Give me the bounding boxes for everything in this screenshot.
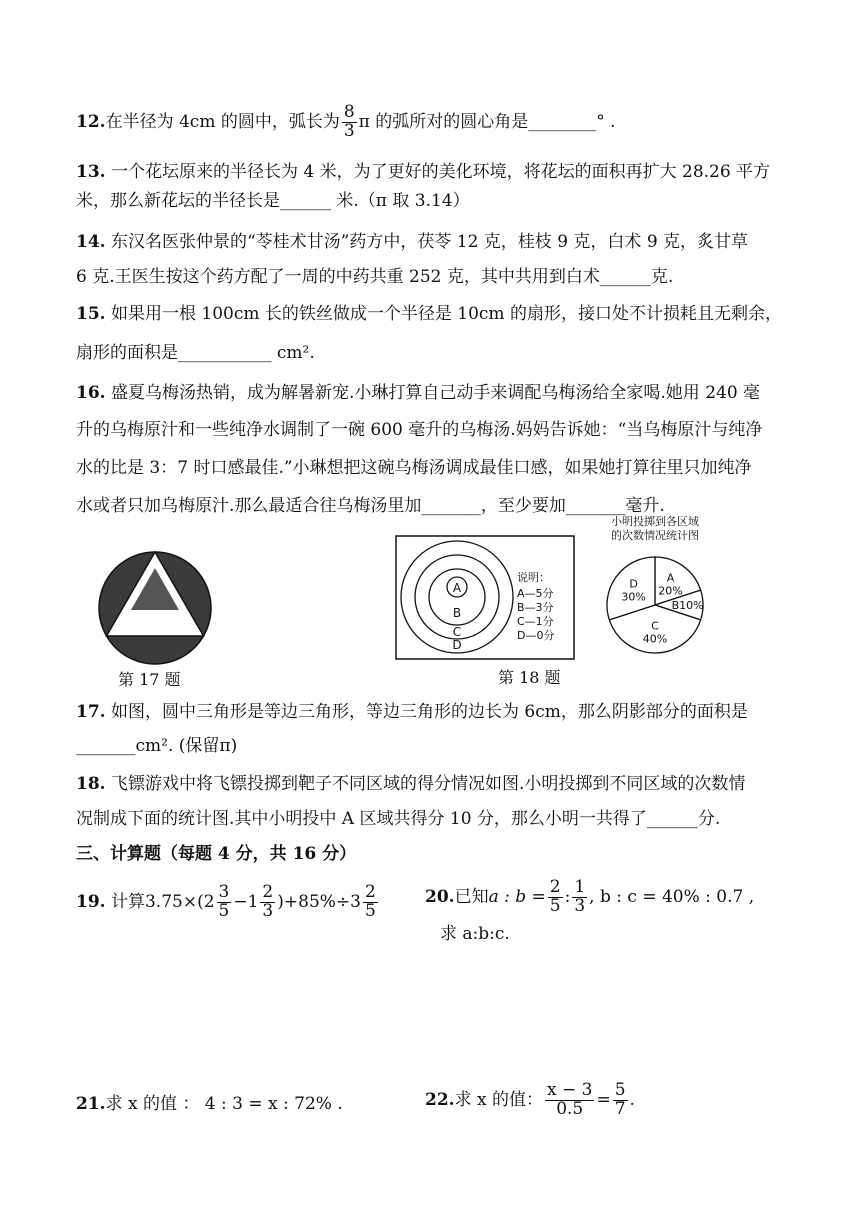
question-text: 一个花坛原来的半径长为 4 米，为了更好的美化环境，将花坛的面积再扩大 28.26 平方	[110, 162, 771, 182]
fraction	[260, 884, 275, 921]
numerator: 2	[549, 877, 561, 898]
denominator: 5	[364, 901, 376, 921]
question-text: 扇形的面积是___________ cm².	[76, 343, 315, 363]
question-number: 16.	[76, 383, 106, 403]
fraction	[548, 879, 563, 916]
denominator: 3	[574, 896, 586, 916]
numerator: x − 3	[546, 1080, 593, 1101]
pie-value-label: 20%	[658, 584, 683, 598]
fraction	[217, 884, 232, 921]
denominator: 7	[614, 1099, 626, 1119]
question-18	[76, 772, 745, 796]
question-17-cont	[76, 734, 237, 758]
question-17	[76, 700, 748, 724]
question-13-cont	[76, 189, 470, 213]
question-text: 如图，圆中三角形是等边三角形，等边三角形的边长为 6cm，那么阴影部分的面积是	[110, 702, 748, 722]
question-text: 水的比是 3：7 时口感最佳.”小琳想把这碗乌梅汤调成最佳口感，如果她打算往里只加纯净	[76, 458, 752, 478]
question-15-cont	[76, 341, 315, 365]
question-number: 12.	[76, 111, 106, 132]
question-14-cont	[76, 265, 673, 289]
question-text: π 的弧所对的圆心角是	[358, 111, 529, 132]
question-text: 升的乌梅原汁和一些纯净水调制了一碗 600 毫升的乌梅汤.妈妈告诉她：“当乌梅原汁与纯净	[76, 420, 763, 440]
numerator: 3	[218, 882, 230, 903]
pie-chart	[588, 513, 723, 658]
fraction	[572, 879, 587, 916]
legend-d: D—0分	[517, 629, 555, 642]
pie-category-label: A	[666, 571, 675, 585]
ring-label-d: D	[452, 638, 462, 652]
dartboard-figure	[395, 535, 575, 660]
question-number: 14.	[76, 232, 106, 252]
denominator: 3	[343, 120, 355, 141]
question-21	[76, 1092, 343, 1116]
expression: −1	[233, 892, 259, 912]
question-text: ° .	[596, 111, 616, 132]
expression: .	[629, 1090, 635, 1110]
question-text: 水或者只加乌梅原汁.那么最适合往乌梅汤里加_______，至少要加_______毫升.	[76, 496, 665, 516]
expression: =	[596, 1090, 611, 1110]
expression: a : b =	[488, 887, 546, 907]
question-16-cont	[76, 418, 762, 442]
legend-b: B—3分	[517, 601, 554, 614]
numerator: 2	[262, 882, 274, 903]
fraction	[342, 104, 357, 141]
pie-category-label: D	[629, 577, 638, 591]
numerator: 1	[574, 877, 586, 898]
question-text: 求 x 的值：	[454, 1090, 543, 1110]
denominator: 3	[262, 901, 274, 921]
question-number: 15.	[76, 304, 106, 324]
question-text: 盛夏乌梅汤热销，成为解暑新宠.小琳打算自己动手来调配乌梅汤给全家喝.她用 240 毫	[110, 383, 761, 403]
question-text: 求 a:b:c.	[440, 924, 510, 944]
question-number: 18.	[76, 774, 106, 794]
pie-title-line-2: 的次数情况统计图	[611, 529, 699, 542]
question-text: 6 克.王医生按这个药方配了一周的中药共重 252 克，其中共用到白术______克.	[76, 267, 674, 287]
question-text: _______cm². (保留π)	[76, 736, 238, 756]
legend-a: A—5分	[517, 587, 554, 600]
numerator: 8	[343, 102, 355, 122]
figure-18-caption: 第 18 题	[498, 668, 561, 687]
legend-c: C—1分	[517, 615, 554, 628]
question-text: 飞镖游戏中将飞镖投掷到靶子不同区域的得分情况如图.小明投掷到不同区域的次数情	[110, 774, 746, 794]
figure-17	[95, 548, 215, 668]
question-number: 20.	[425, 887, 455, 907]
question-16-cont	[76, 494, 665, 518]
question-number: 21.	[76, 1094, 106, 1114]
question-14	[76, 230, 748, 254]
pie-value-label: 40%	[642, 632, 668, 646]
question-13	[76, 160, 770, 184]
section-heading: 三、计算题（每题 4 分，共 16 分）	[76, 844, 357, 864]
question-text: 已知	[454, 887, 489, 907]
question-18-cont	[76, 807, 720, 831]
ring-label-c: C	[452, 625, 462, 639]
expression: :	[564, 887, 571, 907]
expression: )+85%÷3	[277, 892, 361, 912]
answer-blank: ________	[528, 111, 597, 132]
question-text: 米，那么新花坛的半径长是______ 米.（π 取 3.14）	[76, 191, 470, 211]
numerator: 2	[364, 882, 376, 903]
expression: 3.75×(2	[144, 892, 215, 912]
question-text: 计算	[110, 892, 145, 912]
question-text: 求 x 的值 ：	[105, 1094, 200, 1114]
question-16	[76, 381, 760, 405]
question-text: 在半径为 4cm 的圆中，弧长为	[105, 111, 340, 132]
question-number: 17.	[76, 702, 106, 722]
numerator: 5	[614, 1080, 626, 1101]
fraction	[363, 884, 378, 921]
question-19	[76, 880, 380, 924]
expression: 4 : 3 = x : 72% .	[204, 1094, 343, 1114]
ring-label-b: B	[452, 606, 462, 620]
question-number: 19.	[76, 892, 106, 912]
expression: , b : c = 40% : 0.7 ,	[589, 887, 755, 907]
legend-title: 说明：	[517, 571, 550, 584]
question-20	[425, 875, 754, 919]
fraction	[613, 1082, 628, 1119]
question-12	[76, 104, 616, 141]
question-22	[425, 1076, 635, 1124]
denominator: 5	[218, 901, 230, 921]
figure-17-caption: 第 17 题	[118, 670, 181, 689]
question-20-cont	[440, 922, 510, 946]
question-15	[76, 302, 782, 326]
question-number: 13.	[76, 162, 106, 182]
question-text: 东汉名医张仲景的“苓桂术甘汤”药方中，茯苓 12 克，桂枝 9 克，白术 9 克，炙甘草	[110, 232, 749, 252]
question-number: 22.	[425, 1090, 455, 1110]
pie-category-label: B10%	[671, 599, 704, 612]
pie-value-label: 30%	[621, 590, 646, 604]
question-16-cont	[76, 456, 752, 480]
pie-title-line-1: 小明投掷到各区域	[611, 515, 699, 528]
denominator: 5	[549, 896, 561, 916]
denominator: 0.5	[556, 1099, 584, 1119]
pie-category-label: C	[651, 619, 659, 633]
question-text: 如果用一根 100cm 长的铁丝做成一个半径是 10cm 的扇形，接口处不计损耗且无剩余，	[110, 304, 782, 324]
question-text: 况制成下面的统计图.其中小明投中 A 区域共得分 10 分，那么小明一共得了______分.	[76, 809, 721, 829]
fraction	[545, 1082, 594, 1119]
ring-label-a: A	[452, 581, 462, 595]
